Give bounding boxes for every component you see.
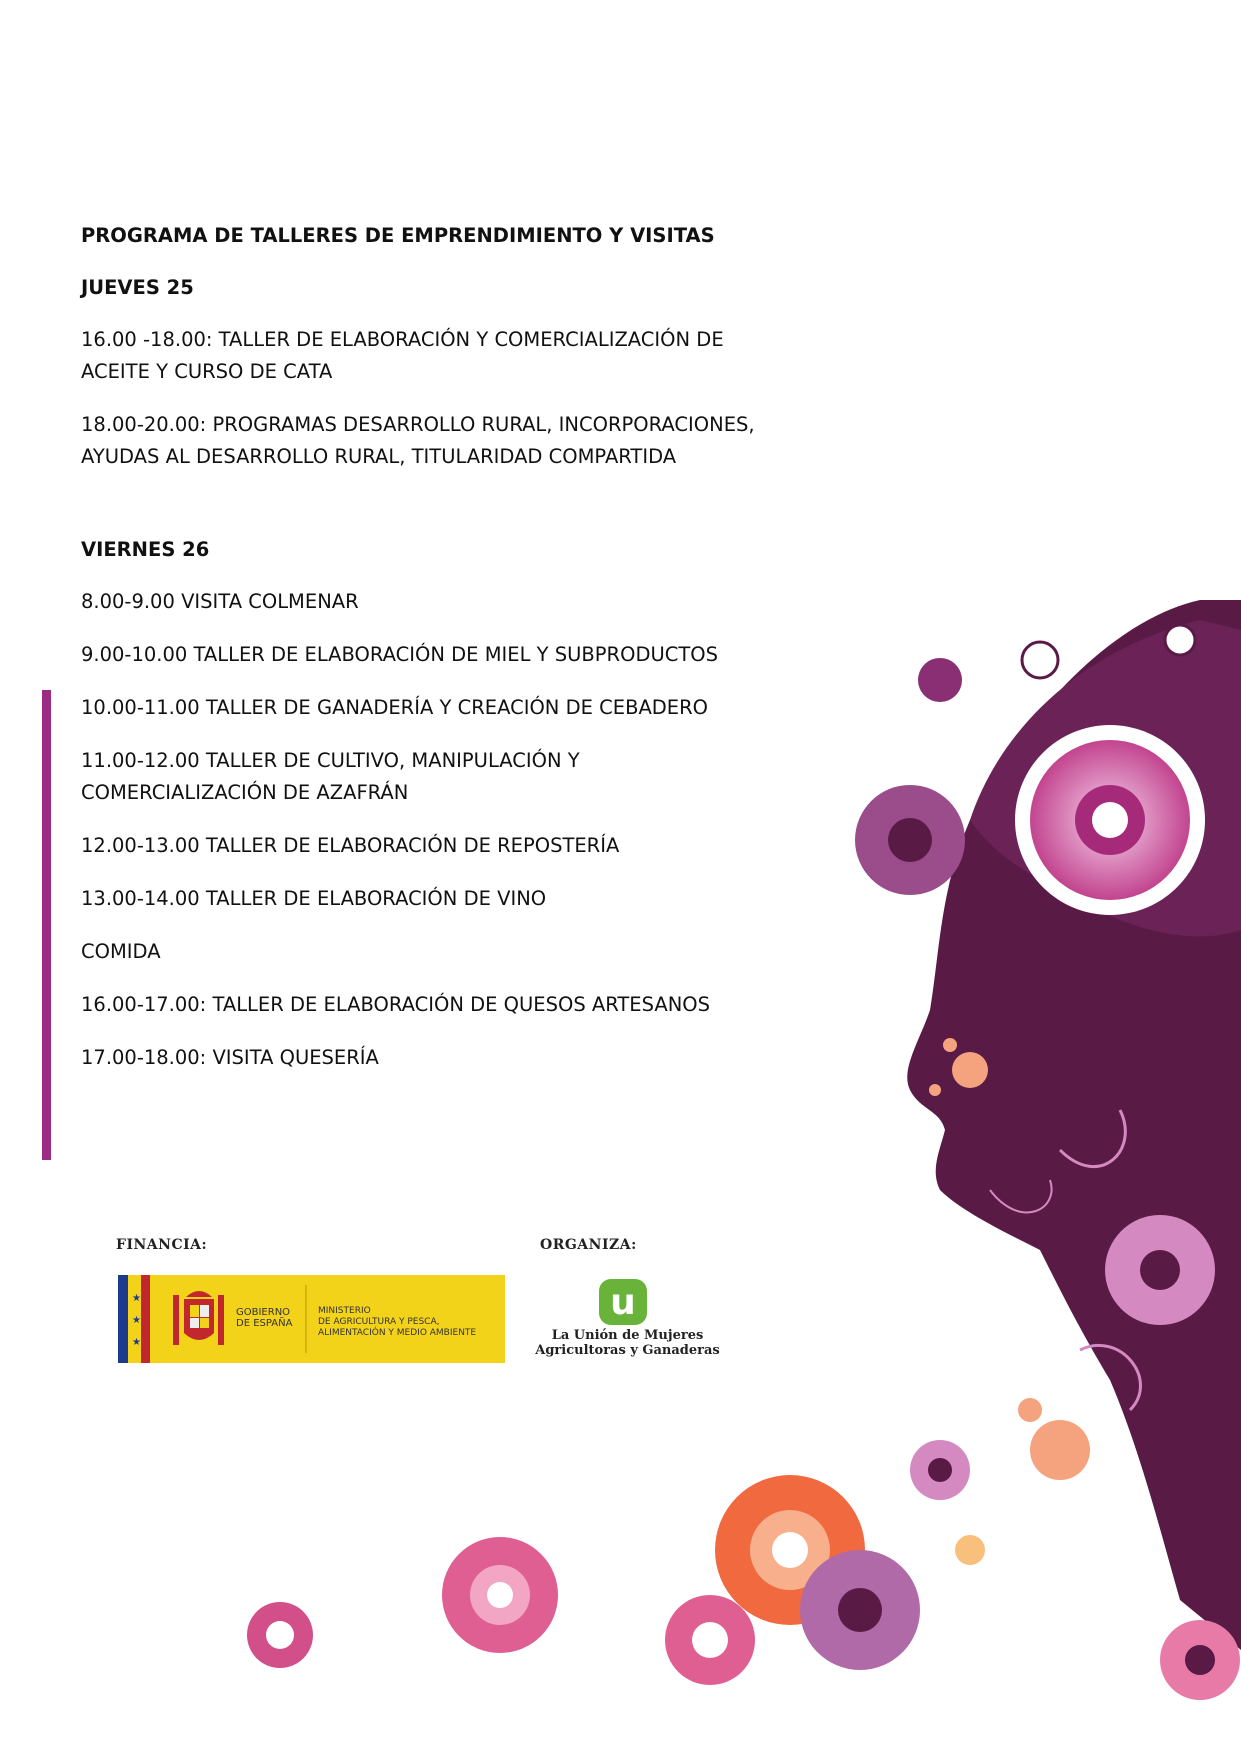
pink-flower-icon	[442, 1537, 558, 1653]
schedule-item: 11.00-12.00 TALLER DE CULTIVO, MANIPULACIÓN Y COMERCIALIZACIÓN DE AZAFRÁN	[81, 749, 580, 804]
day-heading-thursday: JUEVES 25	[81, 276, 194, 299]
svg-text:★: ★	[132, 1337, 141, 1348]
pink-flower-icon	[665, 1595, 755, 1685]
large-flower-icon	[1015, 725, 1205, 915]
gov-line1: GOBIERNO	[236, 1307, 291, 1318]
pink-flower-icon	[1160, 1620, 1240, 1700]
schedule-item: 18.00-20.00: PROGRAMAS DESARROLLO RURAL, INCORPORACIONES, AYUDAS AL DESARROLLO RURAL, TITULARIDAD COMPARTIDA	[81, 413, 755, 468]
bottom-flowers-decoration	[230, 1535, 580, 1675]
schedule-item: 16.00-17.00: TALLER DE ELABORACIÓN DE QUESOS ARTESANOS	[81, 993, 711, 1016]
organiza-label: ORGANIZA:	[540, 1237, 637, 1253]
schedule-item: 13.00-14.00 TALLER DE ELABORACIÓN DE VINO	[81, 887, 547, 910]
schedule-item: 16.00 -18.00: TALLER DE ELABORACIÓN Y COMERCIALIZACIÓN DE ACEITE Y CURSO DE CATA	[81, 328, 724, 383]
financia-label: FINANCIA:	[116, 1237, 208, 1253]
ministry-line3: ALIMENTACIÓN Y MEDIO AMBIENTE	[318, 1328, 477, 1338]
ministry-line1: MINISTERIO	[318, 1306, 371, 1316]
program-title: PROGRAMA DE TALLERES DE EMPRENDIMIENTO Y VISITAS	[81, 224, 715, 247]
union-name: La Unión de Mujeres Agricultoras y Ganaderas	[535, 1328, 720, 1358]
svg-text:u: u	[610, 1282, 636, 1323]
svg-text:★: ★	[132, 1293, 141, 1304]
purple-flower-icon	[800, 1550, 920, 1670]
schedule-item: 10.00-11.00 TALLER DE GANADERÍA Y CREACIÓN DE CEBADERO	[81, 696, 709, 719]
government-ministry-logo	[118, 1275, 505, 1363]
svg-text:★: ★	[132, 1315, 141, 1326]
schedule-item: 8.00-9.00 VISITA COLMENAR	[81, 590, 359, 613]
section-spacer	[81, 494, 781, 534]
pink-flower-icon	[247, 1602, 313, 1668]
schedule-item: 12.00-13.00 TALLER DE ELABORACIÓN DE REPOSTERÍA	[81, 834, 620, 857]
flower-icon	[910, 1440, 970, 1500]
flower-icon	[855, 785, 965, 895]
flower-icon	[1105, 1215, 1215, 1325]
floral-woman-silhouette-illustration	[640, 590, 1241, 1710]
schedule-item: 17.00-18.00: VISITA QUESERÍA	[81, 1046, 379, 1069]
schedule-item: 9.00-10.00 TALLER DE ELABORACIÓN DE MIEL Y SUBPRODUCTOS	[81, 643, 718, 666]
ministry-line2: DE AGRICULTURA Y PESCA,	[318, 1317, 440, 1327]
gov-line2: DE ESPAÑA	[236, 1318, 293, 1329]
day-heading-friday: VIERNES 26	[81, 538, 210, 561]
schedule-item: COMIDA	[81, 940, 161, 963]
accent-bar	[42, 690, 51, 1160]
